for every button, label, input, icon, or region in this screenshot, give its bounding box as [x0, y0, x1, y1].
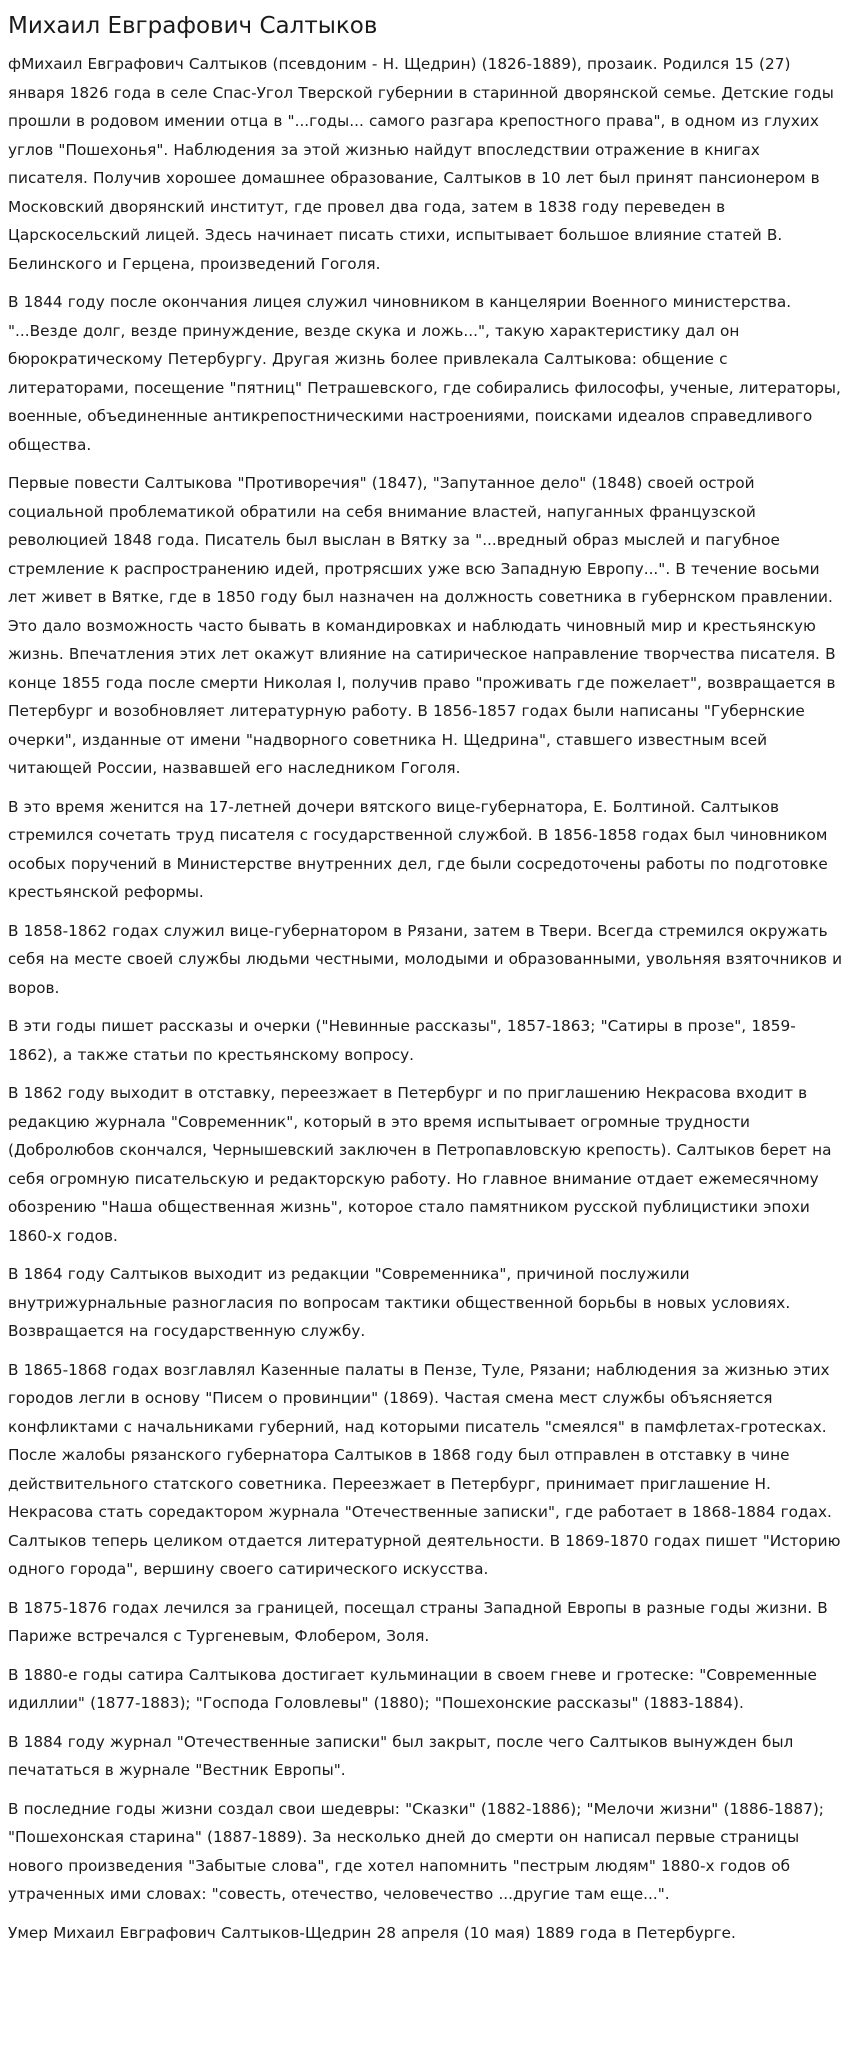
paragraph-8: В 1864 году Салтыков выходит из редакции "Современника", причиной послужили внутрижурнальные разногласия по вопросам тактики общественной борьбы в новых условиях. Возвращается на государственную службу.: [8, 1265, 791, 1340]
paragraph-4: В это время женится на 17-летней дочери вятского вице-губернатора, Е. Болтиной. Салтыков стремился сочетать труд писателя с государственной службой. В 1856-1858 годах был чиновником особых поручений в Министерстве внутренних дел, где были сосредоточены работы по подготовке крестьянской реформы.: [8, 797, 828, 901]
paragraph-9: В 1865-1868 годах возглавлял Казенные палаты в Пензе, Туле, Рязани; наблюдения за жизнью этих городов легли в основу "Писем о провинции" (1869). Частая смена мест службы объясняется конфликтами с начальниками губерний, над которыми писатель "смеялся" в памфлетах-гротесках. После жалобы рязанского губернатора Салтыков в 1868 году был отправлен в отставку в чине действительного статского советника. Переезжает в Петербург, принимает приглашение Н. Некрасова стать соредактором журнала "Отечественные записки", где работает в 1868-1884 годах. Салтыков теперь целиком отдается литературной деятельности. В 1869-1870 годах пишет "Историю одного города", вершину своего сатирического искусства.: [8, 1360, 841, 1578]
paragraph-11: В 1880-е годы сатира Салтыкова достигает кульминации в своем гневе и гротеске: "Современные идиллии" (1877-1883); "Господа Головлевы" (1880); "Пошехонские рассказы" (1883-1884).: [8, 1665, 817, 1712]
paragraph-1: фМихаил Евграфович Салтыков (псевдоним - Н. Щедрин) (1826-1889), прозаик. Родился 15 (27) января 1826 года в селе Спас-Угол Тверской губернии в старинной дворянской семье. Детские годы прошли в родовом имении отца в "...годы... самого разгара крепостного права", в одном из глухих углов "Пошехонья". Наблюдения за этой жизнью найдут впоследствии отражение в книгах писателя. Получив хорошее домашнее образование, Салтыков в 10 лет был принят пансионером в Московский дворянский институт, где провел два года, затем в 1838 году переведен в Царскосельский лицей. Здесь начинает писать стихи, испытывает большое влияние статей В. Белинского и Герцена, произведений Гоголя.: [8, 55, 834, 273]
paragraph-10: В 1875-1876 годах лечился за границей, посещал страны Западной Европы в разные годы жизни. В Париже встречался с Тургеневым, Флобером, Золя.: [8, 1598, 828, 1645]
paragraph-3: Первые повести Салтыкова "Противоречия" (1847), "Запутанное дело" (1848) своей острой социальной проблематикой обратили на себя внимание властей, напуганных французской революцией 1848 года. Писатель был выслан в Вятку за "...вредный образ мыслей и пагубное стремление к распространению идей, протрясших уже всю Западную Европу...". В течение восьми лет живет в Вятке, где в 1850 году был назначен на должность советника в губернском правлении. Это дало возможность часто бывать в командировках и наблюдать чиновный мир и крестьянскую жизнь. Впечатления этих лет окажут влияние на сатирическое направление творчества писателя. В конце 1855 года после смерти Николая I, получив право "проживать где пожелает", возвращается в Петербург и возобновляет литературную работу. В 1856-1857 годах были написаны "Губернские очерки", изданные от имени "надворного советника Н. Щедрина", ставшего известным всей читающей России, назвавшей его наследником Гоголя.: [8, 474, 836, 777]
paragraph-7: В 1862 году выходит в отставку, переезжает в Петербург и по приглашению Некрасова входит в редакцию журнала "Современник", который в это время испытывает огромные трудности (Добролюбов скончался, Чернышевский заключен в Петропавловскую крепость). Салтыков берет на себя огромную писательскую и редакторскую работу. Но главное внимание отдает ежемесячному обозрению "Наша общественная жизнь", которое стало памятником русской публицистики эпохи 1860-х годов.: [8, 1084, 832, 1245]
paragraph-14: Умер Михаил Евграфович Салтыков-Щедрин 28 апреля (10 мая) 1889 года в Петербурге.: [8, 1923, 736, 1942]
paragraph-12: В 1884 году журнал "Отечественные записки" был закрыт, после чего Салтыков вынужден был печататься в журнале "Вестник Европы".: [8, 1732, 794, 1779]
paragraph-2: В 1844 году после окончания лицея служил чиновником в канцелярии Военного министерства. "...Везде долг, везде принуждение, везде скука и ложь...", такую характеристику дал он бюрократическому Петербургу. Другая жизнь более привлекала Салтыкова: общение с литераторами, посещение "пятниц" Петрашевского, где собирались философы, ученые, литераторы, военные, объединенные антикрепостническими настроениями, поисками идеалов справедливого общества.: [8, 293, 841, 454]
paragraph-6: В эти годы пишет рассказы и очерки ("Невинные рассказы", 1857-1863; "Сатиры в прозе", 1859-1862), а также статьи по крестьянскому вопросу.: [8, 1017, 796, 1064]
paragraph-13: В последние годы жизни создал свои шедевры: "Сказки" (1882-1886); "Мелочи жизни" (1886-1887); "Пошехонская старина" (1887-1889). За несколько дней до смерти он написал первые страницы нового произведения "Забытые слова", где хотел напомнить "пестрым людям" 1880-х годов об утраченных ими словах: "совесть, отечество, человечество ...другие там еще...".: [8, 1799, 824, 1903]
page-title: Михаил Евграфович Салтыков: [8, 13, 378, 39]
paragraph-5: В 1858-1862 годах служил вице-губернатором в Рязани, затем в Твери. Всегда стремился окружать себя на месте своей службы людьми честными, молодыми и образованными, увольняя взяточников и воров.: [8, 921, 843, 997]
